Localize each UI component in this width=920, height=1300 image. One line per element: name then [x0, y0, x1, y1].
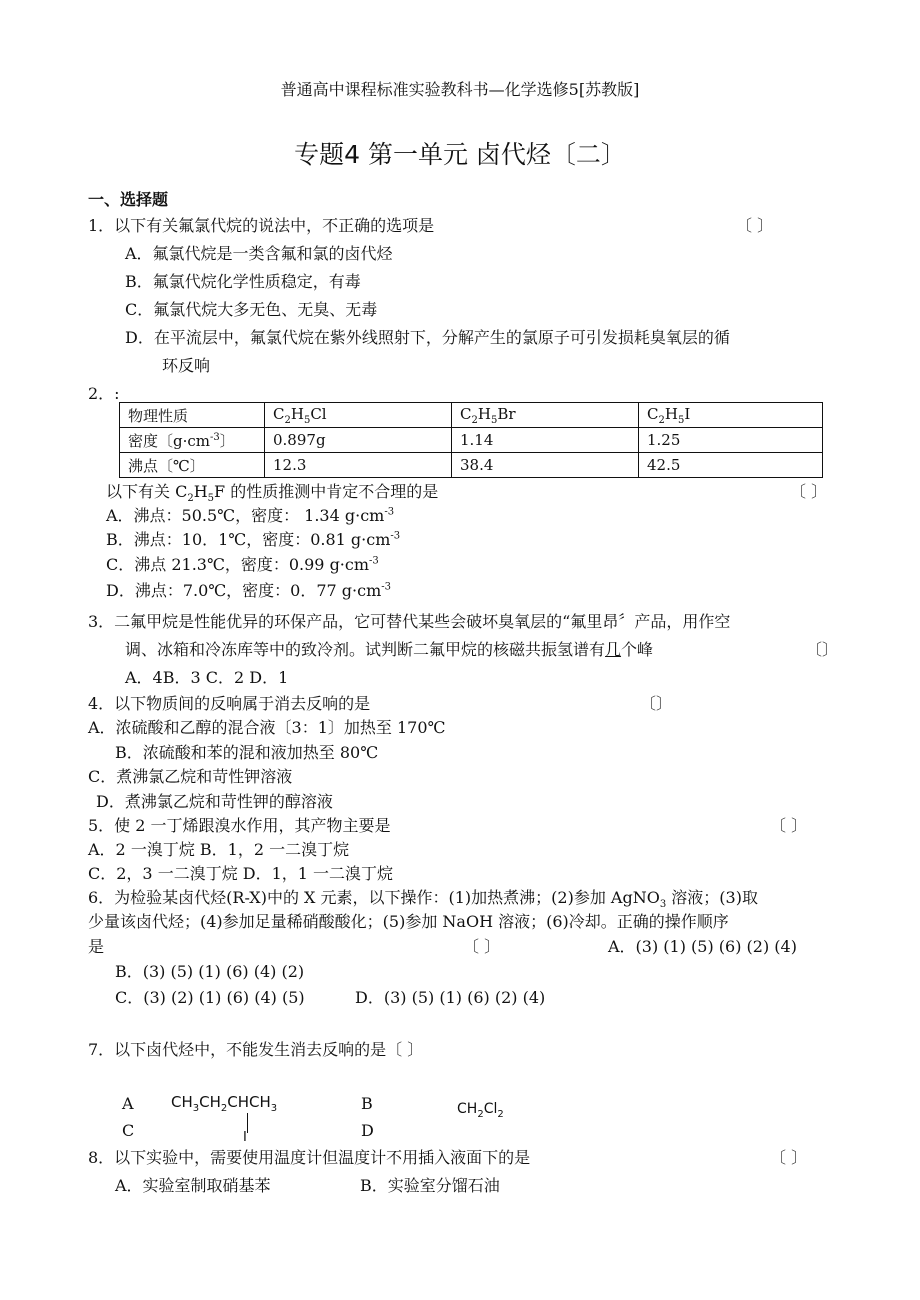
option-b-label: B — [361, 1094, 373, 1113]
question-stem: 8．以下实验中，需要使用温度计但温度计不用插入液面下的是 — [88, 1148, 531, 1167]
option-d: D．在平流层中，氟氯代烷在紫外线照射下，分解产生的氯原子可引发损耗臭氧层的循 — [125, 328, 730, 347]
table-cell: 1.14 — [452, 428, 639, 453]
option-a-formula: $CH_3CH_2CHCH_3$ — [171, 1093, 278, 1114]
option-c-label: C — [122, 1121, 135, 1140]
option-a: A．(3) (1) (5) (6) (2) (4) — [608, 937, 797, 956]
option-d: D．煮沸氯乙烷和苛性钾的醇溶液 — [96, 792, 333, 811]
running-header: 普通高中课程标准实验教科书—化学选修5[苏教版] — [280, 80, 640, 99]
table-header-cell: $C_2H_5Br$ — [452, 403, 639, 428]
option-a: A．浓硫酸和乙醇的混合液〔3：1〕加热至 170℃ — [88, 718, 446, 737]
answer-parenthesis: 〔 〕 — [736, 216, 774, 235]
answer-parenthesis: 〔 〕 — [463, 937, 501, 956]
question-stem: 4．以下物质间的反响属于消去反响的是 — [88, 694, 371, 713]
question-stem: 6．为检验某卤代烃(R-X)中的 X 元素，以下操作：(1)加热煮沸；(2)参加 AgNO$_3$ 溶液；(3)取 — [88, 888, 758, 911]
options-a-b: A．2 一溴丁烷 B．1，2 一二溴丁烷 — [88, 840, 350, 859]
table-cell: 沸点〔℃〕 — [120, 453, 265, 478]
table-cell: 1.25 — [639, 428, 823, 453]
option-b-formula: $CH_2Cl_2$ — [457, 1101, 504, 1120]
table-row — [120, 453, 823, 478]
option-c: C．(3) (2) (1) (6) (4) (5) — [115, 988, 305, 1007]
answer-parenthesis: 〔 〕 — [770, 1148, 808, 1167]
option-d: D．沸点：7.0℃，密度：0．77 $g\cdot cm^{-3}$ — [106, 581, 392, 600]
option-c: C．氟氯代烷大多无色、无臭、无毒 — [125, 300, 378, 319]
options-line: A．4B．3 C．2 D．1 — [125, 668, 289, 687]
page-title: 专题4 第一单元 卤代烃〔二〕 — [294, 140, 626, 169]
options-c-d: C．2，3 一二溴丁烷 D．1，1 一二溴丁烷 — [88, 864, 394, 883]
question-stem: 以下有关 $C_2H_5F$ 的性质推测中肯定不合理的是 — [106, 482, 439, 505]
answer-parenthesis: 〔 〕 — [770, 816, 808, 835]
option-a: A．氟氯代烷是一类含氟和氯的卤代烃 — [125, 244, 393, 263]
option-b: B．(3) (5) (1) (6) (4) (2) — [115, 962, 305, 981]
iodine-substituent: I — [243, 1130, 247, 1145]
table-cell: 12.3 — [265, 453, 452, 478]
table-cell: 0.897g — [265, 428, 452, 453]
option-b: B．实验室分馏石油 — [360, 1176, 500, 1195]
table-cell: 38.4 — [452, 453, 639, 478]
option-d: D．(3) (5) (1) (6) (2) (4) — [355, 988, 546, 1007]
properties-table — [119, 402, 823, 478]
table-header-row — [120, 403, 823, 428]
option-d-label: D — [361, 1121, 374, 1140]
option-c: C．沸点 21.3℃，密度：0.99 $g\cdot cm^{-3}$ — [106, 555, 379, 574]
answer-parenthesis: 〔 〕 — [790, 482, 828, 501]
section-heading: 一、选择题 — [88, 190, 169, 209]
question-stem: 7．以下卤代烃中，不能发生消去反响的是〔 〕 — [88, 1040, 424, 1059]
table-row — [120, 428, 823, 453]
table-header-cell: $C_2H_5Cl$ — [265, 403, 452, 428]
option-b: B．氟氯代烷化学性质稳定，有毒 — [125, 272, 361, 291]
question-stem: 5．使 2 一丁烯跟溴水作用，其产物主要是 — [88, 816, 391, 835]
option-a: A．沸点：50.5℃，密度： 1.34 $g\cdot cm^{-3}$ — [106, 506, 395, 525]
question-stem: 3．二氟甲烷是性能优异的环保产品，它可替代某些会破坏臭氧层的“氟里昂〞产品，用作空 — [88, 612, 731, 631]
table-cell: 密度〔$g\cdot cm^{-3}$〕 — [120, 428, 265, 453]
option-b: B．浓硫酸和苯的混和液加热至 80℃ — [115, 743, 379, 762]
answer-parenthesis: 〔〕 — [806, 640, 839, 659]
option-a-label: A — [122, 1094, 134, 1113]
answer-parenthesis: 〔〕 — [640, 694, 673, 713]
question-stem: 1．以下有关氟氯代烷的说法中，不正确的选项是 — [88, 216, 435, 235]
option-d-continued: 环反响 — [162, 356, 211, 375]
option-a: A．实验室制取硝基苯 — [115, 1176, 271, 1195]
option-c: C．煮沸氯乙烷和苛性钾溶液 — [88, 767, 293, 786]
question-stem-end: 是 — [88, 937, 105, 956]
bond-line — [247, 1113, 248, 1133]
table-cell: 42.5 — [639, 453, 823, 478]
table-header-cell: 物理性质 — [120, 403, 265, 428]
option-b: B．沸点：10．1℃，密度：0.81 $g\cdot cm^{-3}$ — [106, 530, 401, 549]
question-stem-continued: 调、冰箱和冷冻库等中的致冷剂。试判断二氟甲烷的核磁共振氢谱有几个峰 — [125, 640, 654, 659]
table-header-cell: $C_2H_5I$ — [639, 403, 823, 428]
question-label: 2．: — [88, 384, 120, 403]
question-stem-continued: 少量该卤代烃；(4)参加足量稀硝酸酸化；(5)参加 NaOH 溶液；(6)冷却。正确的操作顺序 — [88, 912, 729, 931]
